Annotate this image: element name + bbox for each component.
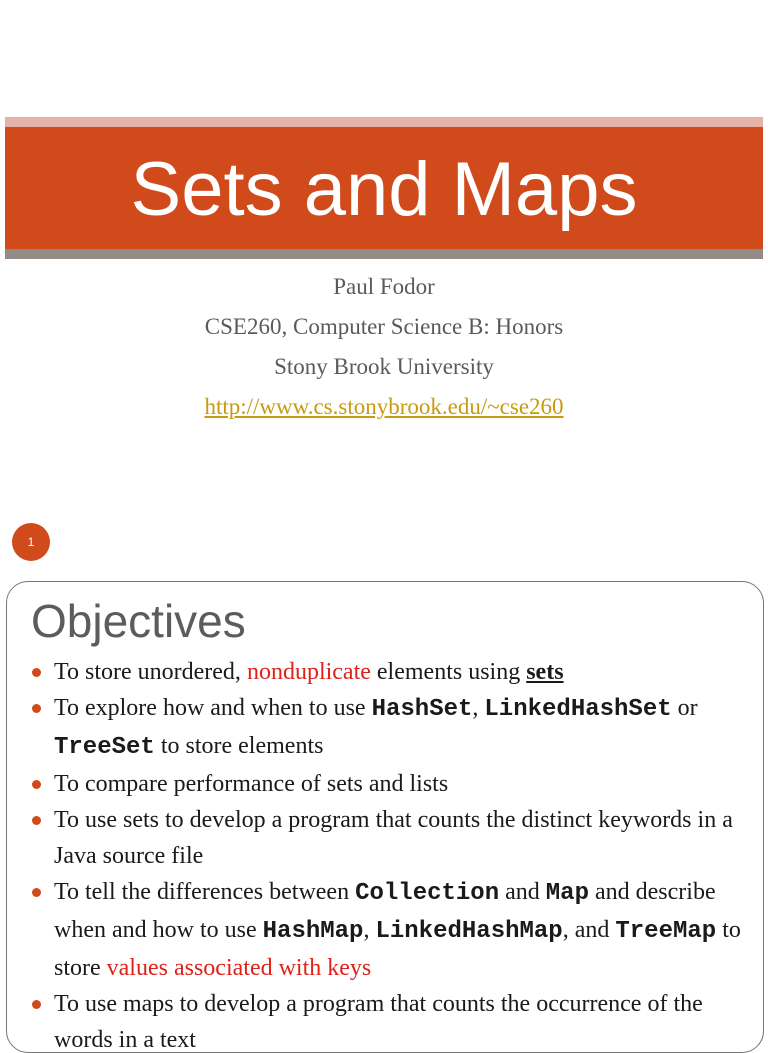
slide-title: Sets and Maps [130,147,638,232]
objective-item: To tell the differences between Collection and Map and describe when and how to use HashMap, LinkedHashMap, and TreeMap to store values associated with keys [7,874,757,986]
objective-item: To use maps to develop a program that counts the occurrence of the words in a text [7,986,757,1053]
course-url-link[interactable]: http://www.cs.stonybrook.edu/~cse260 [204,394,564,419]
course-name: CSE260, Computer Science B: Honors [204,314,564,339]
title-bar [5,127,763,249]
course-url-line [0,394,768,420]
objectives-list [7,654,757,1053]
objective-item: To use sets to develop a program that counts the distinct keywords in a Java source file [7,802,757,874]
objective-item: To compare performance of sets and lists [7,766,757,802]
title-band-bottom [5,249,763,259]
university-name: Stony Brook University [274,354,494,379]
author-name: Paul Fodor [333,274,435,299]
objective-item: To store unordered, nonduplicate elements using sets [7,654,757,690]
slide-number-badge: 1 [12,523,50,561]
objective-item: To explore how and when to use HashSet, LinkedHashSet or TreeSet to store elements [7,690,757,766]
objectives-heading: Objectives [31,595,246,647]
objectives-slide [6,581,764,1053]
title-band-top [5,117,763,127]
